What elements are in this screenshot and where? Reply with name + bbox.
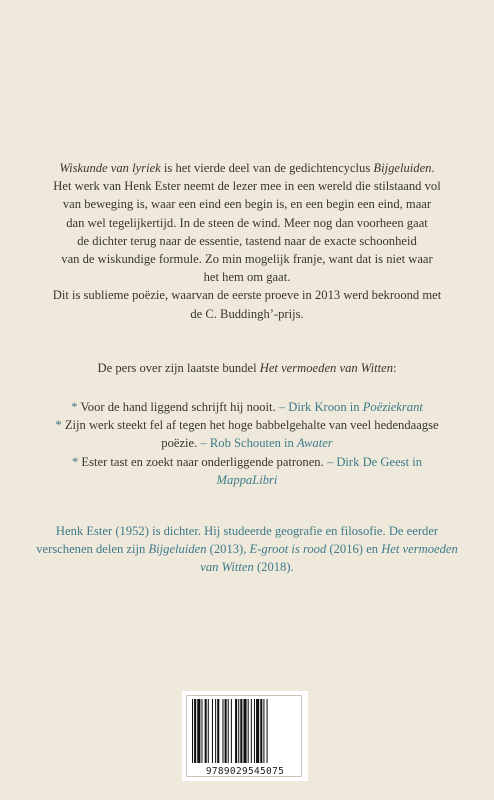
description-line: de dichter terug naar de essentie, tastend naar de exacte schoonheid [77,233,417,248]
description-line: Dit is sublieme poëzie, waarvan de eerste proeve in 2013 werd bekroond met [52,288,442,303]
cycle-title: Bijgeluiden [373,161,432,175]
press-intro: De pers over zijn laatste bundel Het vermoeden van Witten: [97,361,397,375]
book-title: E-groot is rood [249,542,327,557]
barcode-bar [240,699,242,763]
barcode-bar [194,699,196,763]
barcode-bar [267,699,268,763]
barcode-bar [231,699,232,763]
book-title: Het vermoeden [381,542,458,557]
barcode-bar [208,699,209,763]
press-quote-3: * Ester tast en zoekt naar onderliggende patronen. – Dirk De Geest in [71,454,423,469]
barcode-bar [225,699,227,763]
description-line: dan wel tegelijkertijd. In de steen de wind. Meer nog dan voorheen gaat [66,215,428,230]
barcode-bar [228,699,229,763]
book-title: van Witten [200,560,254,575]
book-title: Wiskunde van lyriek [59,161,161,175]
quote-source: – Dirk Kroon in [278,400,363,414]
description-line: van de wiskundige formule. Zo min mogelijk franje, want dat is niet waar [61,252,433,267]
press-quotes [30,398,464,489]
quote-source: – Dirk De Geest in [326,454,423,469]
back-cover-description [30,159,464,323]
description-line: het hem om gaat. [203,270,291,285]
barcode-bar [192,699,193,763]
bio-line-1: Henk Ester (1952) is dichter. Hij studeerde geografie en filosofie. De eerder [55,524,439,538]
asterisk-icon: * [71,454,79,469]
barcode-bar [205,699,207,763]
press-quote-2: * Zijn werk steekt fel af tegen het hoge babbelgehalte van veel hedendaagse [55,418,439,433]
barcode-bar [251,699,252,763]
description-line: Het werk van Henk Ester neemt de lezer mee in een wereld die stilstaand vol [53,179,441,194]
quote-publication: Awater [297,436,333,451]
barcode-bar [263,699,264,763]
press-quote-3-cont [30,471,464,489]
description-line-1: Wiskunde van lyriek is het vierde deel van de gedichtencyclus Bijgeluiden. [59,161,435,175]
book-title: Bijgeluiden [148,542,207,557]
author-bio [30,522,464,577]
barcode-bar [217,699,219,763]
isbn-number: 9789029545075 [205,766,285,777]
barcode-bar [243,699,246,763]
barcode-bar [254,699,255,763]
asterisk-icon: * [55,418,62,433]
press-quote-2-cont: poëzie. – Rob Schouten in Awater [161,436,333,451]
asterisk-icon: * [71,400,78,414]
barcode-bar [201,699,202,763]
isbn-barcode [182,691,308,781]
barcode-bar [256,699,259,763]
description-line: de C. Buddingh’-prijs. [190,306,304,321]
barcode-bar [215,699,216,763]
quote-publication: Poëziekrant [362,400,423,414]
barcode-bar [260,699,262,763]
quote-publication: MappaLibri [216,472,278,487]
barcode-bar [238,699,239,763]
barcode-bar [235,699,237,763]
barcode-bars-icon [190,699,300,763]
bio-line-2: verschenen delen zijn Bijgeluiden (2013), E-groot is rood (2016) en Het vermoeden [36,542,458,557]
barcode-bar [248,699,249,763]
quote-source: – Rob Schouten in [200,436,298,451]
description-line: van beweging is, waar een eind een begin is, en een begin een eind, maar [62,197,432,212]
press-quote-1: * Voor de hand liggend schrijft hij nooit. – Dirk Kroon in Poëziekrant [71,400,423,414]
bio-line-3: van Witten (2018). [200,560,294,575]
barcode-bar [197,699,200,763]
previous-book-title: Het vermoeden van Witten [259,361,393,375]
barcode-bar [212,699,213,763]
barcode-bar [222,699,223,763]
